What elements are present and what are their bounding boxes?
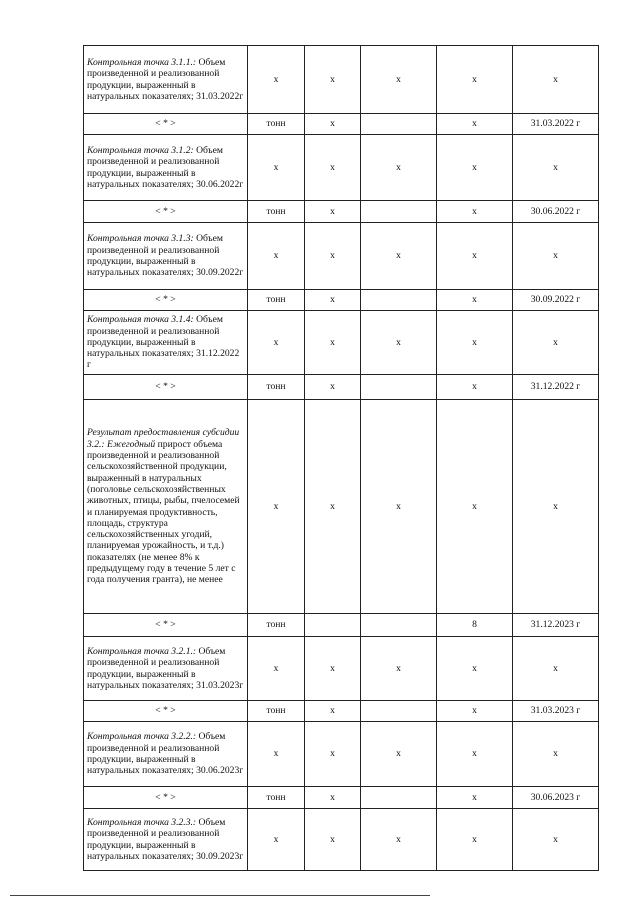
- row-marker: < * >: [84, 614, 248, 637]
- unit-cell: тонн: [248, 375, 305, 400]
- empty-mark: x: [513, 46, 599, 114]
- empty-mark: x: [437, 223, 513, 290]
- empty-mark: x: [305, 722, 361, 787]
- empty-cell: [305, 614, 361, 637]
- empty-mark: x: [513, 311, 599, 375]
- unit-cell: тонн: [248, 614, 305, 637]
- value-row: [84, 787, 599, 809]
- empty-mark: x: [361, 46, 437, 114]
- indicator-description: Контрольная точка 3.2.3.: Объем произведенной и реализованной продукции, выраженный в натуральных показателях; 30.09.2023г: [84, 809, 248, 871]
- indicator-description: Контрольная точка 3.1.4: Объем произведенной и реализованной продукции, выраженный в натуральных показателях; 31.12.2022 г: [84, 311, 248, 375]
- empty-mark: x: [437, 787, 513, 809]
- empty-mark: x: [305, 223, 361, 290]
- footer-rule: [10, 895, 430, 896]
- empty-mark: x: [361, 637, 437, 701]
- empty-mark: x: [305, 809, 361, 871]
- date-cell: 30.09.2022 г: [513, 290, 599, 311]
- value-cell: [361, 290, 437, 311]
- empty-mark: x: [437, 637, 513, 701]
- empty-mark: x: [437, 375, 513, 400]
- row-marker: < * >: [84, 375, 248, 400]
- empty-mark: x: [437, 701, 513, 722]
- empty-mark: x: [437, 201, 513, 223]
- date-cell: 31.03.2022 г: [513, 114, 599, 135]
- empty-mark: x: [305, 135, 361, 201]
- value-cell: [361, 787, 437, 809]
- unit-cell: тонн: [248, 701, 305, 722]
- date-cell: 31.03.2023 г: [513, 701, 599, 722]
- unit-cell: тонн: [248, 290, 305, 311]
- empty-mark: x: [305, 637, 361, 701]
- date-cell: 31.12.2023 г: [513, 614, 599, 637]
- value-row: [84, 201, 599, 223]
- empty-mark: x: [513, 400, 599, 614]
- date-cell: 30.06.2022 г: [513, 201, 599, 223]
- value-row: [84, 375, 599, 400]
- value-row: [84, 114, 599, 135]
- row-marker: < * >: [84, 114, 248, 135]
- empty-mark: x: [305, 787, 361, 809]
- value-row: [84, 614, 599, 637]
- checkpoint-row: [84, 637, 599, 701]
- empty-mark: x: [248, 311, 305, 375]
- checkpoint-row: [84, 135, 599, 201]
- unit-cell: тонн: [248, 114, 305, 135]
- value-cell: [361, 701, 437, 722]
- value-cell: [361, 201, 437, 223]
- checkpoint-row: [84, 722, 599, 787]
- indicator-description: Результат предоставления субсидии 3.2.: Ежегодный прирост объема произведенной и реализованной сельскохозяйственной продукции, выраженный в натуральных (поголовье сельскохозяйственных животных, птицы, рыбы, пчелосемей и планируемая продуктивность, площадь, структура сельскохозяйственных угодий, планируемая урожайность, и т.д.) показателях (не менее 8% к предыдущему году в течение 5 лет с года получения гранта), не менее: [84, 400, 248, 614]
- empty-mark: x: [361, 400, 437, 614]
- empty-mark: x: [361, 809, 437, 871]
- row-marker: < * >: [84, 201, 248, 223]
- checkpoint-row: [84, 311, 599, 375]
- empty-mark: x: [305, 400, 361, 614]
- empty-mark: x: [361, 311, 437, 375]
- empty-mark: x: [248, 722, 305, 787]
- empty-mark: x: [361, 135, 437, 201]
- empty-mark: x: [305, 114, 361, 135]
- unit-cell: тонн: [248, 787, 305, 809]
- empty-mark: x: [437, 722, 513, 787]
- empty-mark: x: [437, 290, 513, 311]
- empty-cell: [361, 614, 437, 637]
- checkpoint-row: [84, 223, 599, 290]
- empty-mark: x: [305, 701, 361, 722]
- empty-mark: x: [305, 311, 361, 375]
- empty-mark: x: [361, 223, 437, 290]
- value-row: [84, 701, 599, 722]
- checkpoint-row: [84, 46, 599, 114]
- empty-mark: x: [513, 223, 599, 290]
- empty-mark: x: [437, 311, 513, 375]
- result-row: [84, 400, 599, 614]
- empty-mark: x: [361, 722, 437, 787]
- unit-cell: тонн: [248, 201, 305, 223]
- checkpoint-row: [84, 809, 599, 871]
- empty-mark: x: [305, 290, 361, 311]
- empty-mark: x: [437, 809, 513, 871]
- value-cell: [361, 375, 437, 400]
- empty-mark: x: [437, 46, 513, 114]
- empty-mark: x: [248, 809, 305, 871]
- indicator-description: Контрольная точка 3.1.3: Объем произведенной и реализованной продукции, выраженный в натуральных показателях; 30.09.2022г: [84, 223, 248, 290]
- empty-mark: x: [248, 135, 305, 201]
- empty-mark: x: [513, 637, 599, 701]
- empty-mark: x: [437, 400, 513, 614]
- empty-mark: x: [513, 135, 599, 201]
- empty-mark: x: [513, 809, 599, 871]
- date-cell: 31.12.2022 г: [513, 375, 599, 400]
- empty-mark: x: [248, 400, 305, 614]
- empty-mark: x: [305, 46, 361, 114]
- empty-mark: x: [305, 201, 361, 223]
- indicator-description: Контрольная точка 3.1.1.: Объем произведенной и реализованной продукции, выраженный в натуральных показателях; 31.03.2022г: [84, 46, 248, 114]
- row-marker: < * >: [84, 290, 248, 311]
- indicator-description: Контрольная точка 3.2.2.: Объем произведенной и реализованной продукции, выраженный в натуральных показателях; 30.06.2023г: [84, 722, 248, 787]
- indicators-table: [83, 45, 599, 871]
- empty-mark: x: [305, 375, 361, 400]
- date-cell: 30.06.2023 г: [513, 787, 599, 809]
- empty-mark: x: [248, 223, 305, 290]
- empty-mark: x: [513, 722, 599, 787]
- value-cell: 8: [437, 614, 513, 637]
- empty-mark: x: [248, 637, 305, 701]
- row-marker: < * >: [84, 787, 248, 809]
- empty-mark: x: [248, 46, 305, 114]
- empty-mark: x: [437, 135, 513, 201]
- indicator-description: Контрольная точка 3.1.2: Объем произведенной и реализованной продукции, выраженный в натуральных показателях; 30.06.2022г: [84, 135, 248, 201]
- row-marker: < * >: [84, 701, 248, 722]
- empty-mark: x: [437, 114, 513, 135]
- value-row: [84, 290, 599, 311]
- indicator-description: Контрольная точка 3.2.1.: Объем произведенной и реализованной продукции, выраженный в натуральных показателях; 31.03.2023г: [84, 637, 248, 701]
- value-cell: [361, 114, 437, 135]
